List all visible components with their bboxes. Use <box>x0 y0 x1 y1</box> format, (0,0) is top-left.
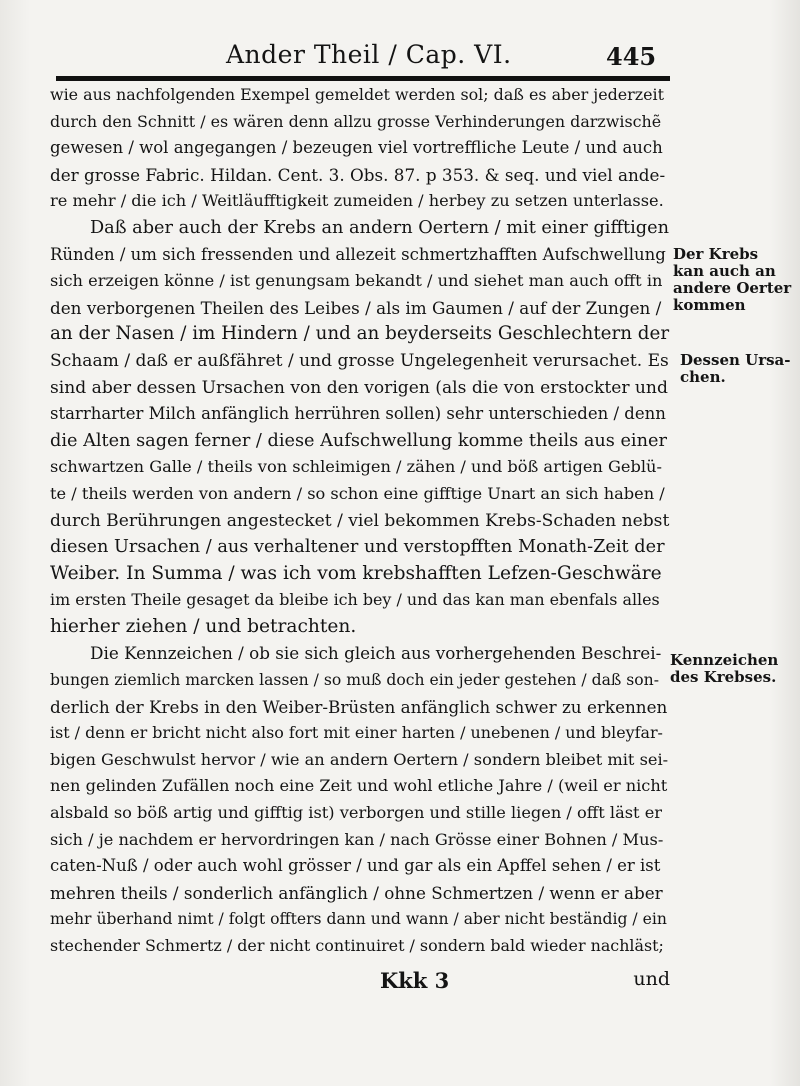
margin-note-line: des Krebses. <box>670 668 777 686</box>
text-line: Die Kennzeichen / ob sie sich gleich aus vorhergehenden Beschrei- <box>90 643 662 664</box>
catchword: und <box>633 968 670 990</box>
margin-note-krebs-orte <box>673 245 792 314</box>
text-line: ist / denn er bricht nicht also fort mit einer harten / unebenen / und bleyfar- <box>50 723 663 743</box>
signature-mark: Kkk 3 <box>380 968 450 993</box>
text-line: te / theils werden von andern / so schon eine gifftige Unart an sich haben / <box>50 483 665 503</box>
text-line: diesen Ursachen / aus verhaltener und verstopfften Monath-Zeit der <box>50 537 665 558</box>
margin-note-line: andere Oerter <box>673 279 792 297</box>
text-line: im ersten Theile gesaget da bleibe ich bey / und das kan man ebenfals alles <box>50 590 660 610</box>
margin-note-line: Kennzeichen <box>670 651 779 669</box>
text-line: an der Nasen / im Hindern / und an beyderseits Geschlechtern der <box>50 323 670 345</box>
text-line: starrharter Milch anfänglich herrühren sollen) sehr unterschieden / denn <box>50 404 666 424</box>
text-line: gewesen / wol angegangen / bezeugen viel vortreffliche Leute / und auch <box>50 138 663 158</box>
text-line: sind aber dessen Ursachen von den vorigen (als die von erstockter und <box>50 377 668 398</box>
margin-note-ursachen <box>680 352 790 386</box>
text-line: mehr überhand nimt / folgt offters dann und wann / aber nicht beständig / ein <box>50 910 667 929</box>
text-line: Daß aber auch der Krebs an andern Oertern / mit einer gifftigen <box>90 217 669 238</box>
text-line: nen gelinden Zufällen noch eine Zeit und wohl etliche Jahre / (weil er nicht <box>50 776 668 796</box>
text-line: wie aus nachfolgenden Exempel gemeldet werden sol; daß es aber jederzeit <box>50 85 665 104</box>
text-line: caten-Nuß / oder auch wohl grösser / und gar als ein Apffel sehen / er ist <box>50 856 661 876</box>
text-line: Ründen / um sich fressenden und allezeit schmertzhafften Aufschwellung <box>50 244 666 264</box>
text-line: der grosse Fabric. Hildan. Cent. 3. Obs. 87. p 353. & seq. und viel ande- <box>50 164 666 185</box>
page-header <box>46 28 676 80</box>
text-line: Schaam / daß er außfähret / und grosse Ungelegenheit verursachet. Es <box>50 350 669 371</box>
text-line: die Alten sagen ferner / diese Aufschwellung komme theils aus einer <box>50 430 667 451</box>
margin-note-kennzeichen <box>670 652 780 686</box>
margin-note-line: kan auch an <box>673 262 776 280</box>
text-line: mehren theils / sonderlich anfänglich / ohne Schmertzen / wenn er aber <box>50 882 663 903</box>
text-line: bungen ziemlich marcken lassen / so muß doch ein jeder gestehen / daß son- <box>50 671 659 690</box>
text-line: sich / je nachdem er hervordringen kan / nach Grösse einer Bohnen / Mus- <box>50 829 664 849</box>
text-line: den verborgenen Theilen des Leibes / als im Gaumen / auf der Zungen / <box>50 297 662 318</box>
running-title: Ander Theil / Cap. VI. <box>226 40 512 69</box>
margin-note-line: kommen <box>673 296 746 314</box>
text-line: re mehr / die ich / Weitläufftigkeit zumeiden / herbey zu setzen unterlasse. <box>50 191 664 211</box>
header-rule <box>56 76 670 81</box>
margin-note-line: Dessen Ursa- <box>680 351 791 369</box>
margin-note-line: Der Krebs <box>673 245 759 263</box>
text-line: bigen Geschwulst hervor / wie an andern Oertern / sondern bleibet mit sei- <box>50 749 669 769</box>
text-line: sich erzeigen könne / ist genungsam bekandt / und siehet man auch offt in <box>50 271 663 291</box>
text-line: durch Berührungen angestecket / viel bekommen Krebs-Schaden nebst <box>50 510 670 531</box>
text-line: hierher ziehen / und betrachten. <box>50 615 357 637</box>
body-text <box>50 82 670 960</box>
text-line: schwartzen Galle / theils von schleimigen / zähen / und böß artigen Geblü- <box>50 457 662 477</box>
text-line: Weiber. In Summa / was ich vom krebshafften Lefzen-Geschwäre <box>50 562 662 584</box>
text-line: alsbald so böß artig und gifftig ist) verborgen und stille liegen / offt läst er <box>50 803 663 823</box>
page-footer <box>50 968 670 998</box>
text-line: stechender Schmertz / der nicht continuiret / sondern bald wieder nachläst; <box>50 936 664 955</box>
text-line: durch den Schnitt / es wären denn allzu grosse Verhinderungen darzwischẽ <box>50 111 662 131</box>
page-number: 445 <box>606 42 657 71</box>
text-line: derlich der Krebs in den Weiber-Brüsten anfänglich schwer zu erkennen <box>50 696 668 717</box>
margin-note-line: chen. <box>680 368 726 386</box>
